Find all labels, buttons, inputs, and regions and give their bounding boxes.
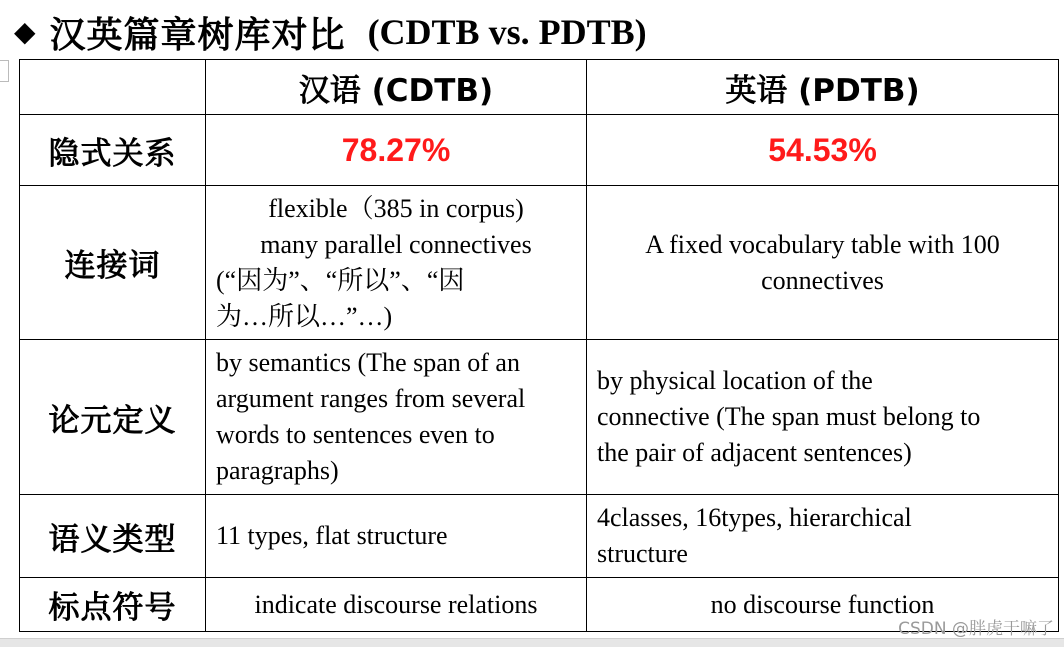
argument-pdtb-line: connective (The span must belong to <box>597 402 981 431</box>
slide-edge-handle <box>0 60 9 82</box>
argument-cdtb-line: paragraphs) <box>216 456 339 485</box>
slide-title <box>14 6 647 58</box>
connectives-cdtb-line: many parallel connectives <box>260 229 532 259</box>
punctuation-cdtb-cell: indicate discourse relations <box>206 578 587 632</box>
title-english: (CDTB vs. PDTB) <box>367 12 647 52</box>
connectives-cdtb-line: 为…所以…”…) <box>216 301 393 331</box>
header-empty-cell <box>20 60 206 115</box>
row-label-argument: 论元定义 <box>20 340 206 495</box>
implicit-pdtb-value: 54.53% <box>587 115 1059 186</box>
semantic-pdtb-line: 4classes, 16types, hierarchical <box>597 503 912 532</box>
comparison-table <box>19 59 1059 632</box>
punctuation-pdtb-cell: no discourse function <box>587 578 1059 632</box>
connectives-pdtb-line: A fixed vocabulary table with 100 <box>645 229 1000 259</box>
watermark: CSDN @胖虎干嘛了 <box>898 619 1054 639</box>
connectives-cdtb-line: flexible（385 in corpus) <box>268 193 524 223</box>
implicit-cdtb-value: 78.27% <box>206 115 587 186</box>
connectives-pdtb-cell <box>587 186 1059 340</box>
argument-pdtb-cell <box>587 340 1059 495</box>
row-label-connectives: 连接词 <box>20 186 206 340</box>
table-row-connectives <box>20 186 1059 340</box>
argument-pdtb-line: the pair of adjacent sentences) <box>597 438 912 467</box>
argument-pdtb-line: by physical location of the <box>597 366 873 395</box>
table-row-argument <box>20 340 1059 495</box>
row-label-semantic: 语义类型 <box>20 495 206 578</box>
header-english: 英语 (PDTB) <box>587 60 1059 115</box>
semantic-pdtb-line: structure <box>597 539 688 568</box>
semantic-cdtb-cell: 11 types, flat structure <box>206 495 587 578</box>
connectives-cdtb-cell <box>206 186 587 340</box>
diamond-bullet-icon: ◆ <box>14 15 36 48</box>
row-label-implicit: 隐式关系 <box>20 115 206 186</box>
header-chinese: 汉语 (CDTB) <box>206 60 587 115</box>
connectives-pdtb-line: connectives <box>761 265 884 295</box>
argument-cdtb-line: words to sentences even to <box>216 420 495 449</box>
table-row-semantic <box>20 495 1059 578</box>
argument-cdtb-line: by semantics (The span of an <box>216 348 520 377</box>
connectives-cdtb-line: (“因为”、“所以”、“因 <box>216 265 465 295</box>
title-chinese: 汉英篇章树库对比 <box>49 14 346 56</box>
table-row-implicit <box>20 115 1059 186</box>
argument-cdtb-line: argument ranges from several <box>216 384 526 413</box>
semantic-pdtb-cell <box>587 495 1059 578</box>
argument-cdtb-cell <box>206 340 587 495</box>
row-label-punctuation: 标点符号 <box>20 578 206 632</box>
table-header-row <box>20 60 1059 115</box>
